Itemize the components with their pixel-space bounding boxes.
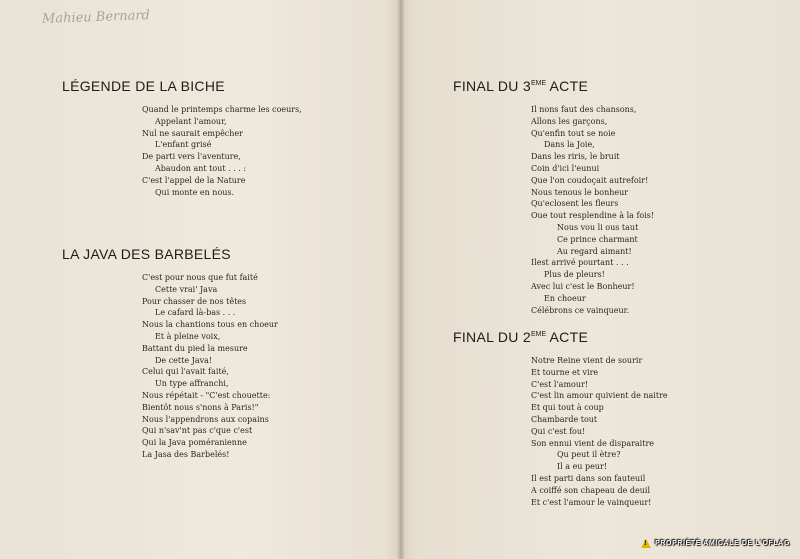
poem-line: La Jasa des Barbelés!: [142, 449, 230, 459]
watermark-text: PROPRIÉTÉ AMICALE DE L'OFLAG: [655, 540, 790, 547]
poem-line: Qu peut il ètre?: [557, 450, 621, 460]
poem-final-2-lines: [531, 355, 668, 508]
poem-line: Bientôt nous s'nons à Paris!": [142, 402, 259, 412]
poem-line: De parti vers l'aventure,: [142, 152, 241, 162]
poem-line: Nous tenous le bonheur: [531, 187, 629, 197]
poem-line: L'enfant grisé: [155, 140, 212, 150]
poem-final-3-lines: [531, 104, 654, 316]
poem-line: Qu'enfin tout se noie: [531, 128, 616, 138]
poem-title-final-2: FINAL DU 2EME ACTE: [453, 329, 589, 345]
page-fold: [397, 0, 405, 559]
poem-line: Avec lui c'est le Bonheur!: [531, 281, 635, 291]
poem-line: Allons les garçons,: [531, 116, 608, 126]
poem-line: Qu'eclosent les fleurs: [531, 199, 619, 209]
warning-icon: [641, 539, 651, 548]
poem-line: Célébrons ce vainqueur.: [531, 305, 630, 315]
ownership-watermark: [641, 539, 790, 548]
poem-line: C'est l'appel de la Nature: [142, 175, 246, 185]
poem-line: Celui qui l'avait faité,: [142, 367, 229, 377]
poem-line: Appelant l'amour,: [155, 116, 227, 126]
poem-line: Et tourne et vire: [531, 367, 599, 377]
poem-line: Il est parti dans son fauteuil: [531, 473, 646, 483]
poem-java-lines: [142, 272, 278, 461]
poem-line: Que l'on coudoçait autrefoir!: [531, 175, 649, 185]
poem-line: Battant du pied la mesure: [142, 343, 248, 353]
poem-line: Plus de pleurs!: [544, 270, 605, 280]
poem-line: Il nons faut des chansons,: [531, 105, 637, 114]
poem-line: Cette vrai' Java: [155, 284, 218, 294]
poem-line: Oue tout resplendine à la fois!: [531, 211, 655, 221]
poem-line: Abaudon ant tout . . . :: [155, 163, 247, 173]
poem-line: Nul ne saurait empêcher: [142, 128, 243, 138]
poem-line: Chambarde tout: [531, 414, 598, 424]
poem-line: En choeur: [544, 293, 586, 303]
poem-line: Quand le printemps charme les coeurs,: [142, 105, 302, 114]
poem-line: Qui monte en nous.: [155, 187, 235, 197]
poem-line: C'est lin amour quivient de naitre: [531, 391, 668, 401]
poem-line: Qui la Java poméranienne: [142, 438, 247, 448]
poem-line: Ce prince charmant: [557, 234, 638, 244]
poem-line: C'est l'amour!: [531, 379, 589, 389]
poem-line: Pour chasser de nos têtes: [142, 296, 247, 306]
poem-line: Nous la chantions tous en choeur: [142, 320, 278, 330]
poem-title-legende: LÉGENDE DE LA BICHE: [62, 78, 225, 94]
poem-line: Dans les riris, le bruit: [531, 152, 620, 162]
poem-title-java: LA JAVA DES BARBELÉS: [62, 246, 231, 262]
poem-line: Qui c'est fou!: [531, 426, 586, 436]
poem-line: Nous répétait - "C'est chouette:: [142, 390, 271, 400]
poem-line: A coiffé son chapeau de deuil: [531, 485, 650, 495]
poem-line: Son ennui vient de disparaitre: [531, 438, 655, 448]
poem-line: Dans la Joie,: [544, 140, 595, 150]
poem-line: C'est pour nous que fut faité: [142, 273, 258, 282]
poem-line: Au regard aimant!: [557, 246, 632, 256]
handwritten-signature: Mahieu Bernard: [41, 8, 151, 27]
poem-line: Ilest arrivé pourtant . . .: [531, 258, 629, 268]
poem-line: De cette Java!: [155, 355, 213, 365]
poem-line: Il a eu peur!: [557, 462, 608, 472]
poem-line: Nous l'appendrons aux copains: [142, 414, 269, 424]
poem-line: Le cafard là-bas . . .: [155, 308, 236, 318]
poem-line: Notre Reine vient de sourir: [531, 356, 643, 365]
poem-legende-lines: [142, 104, 302, 198]
poem-line: Coin d'ici l'eunui: [531, 163, 600, 173]
poem-line: Et c'est l'amour le vainqueur!: [531, 497, 652, 507]
poem-title-final-3: FINAL DU 3EME ACTE: [453, 78, 589, 94]
poem-line: Qui n'sav'nt pas c'que c'est: [142, 426, 253, 436]
poem-line: Un type affranchi,: [155, 379, 229, 389]
poem-line: Et qui tout à coup: [531, 403, 604, 413]
poem-line: Nous vou li ous taut: [557, 222, 639, 232]
poem-line: Et à pleine voix,: [155, 331, 221, 341]
